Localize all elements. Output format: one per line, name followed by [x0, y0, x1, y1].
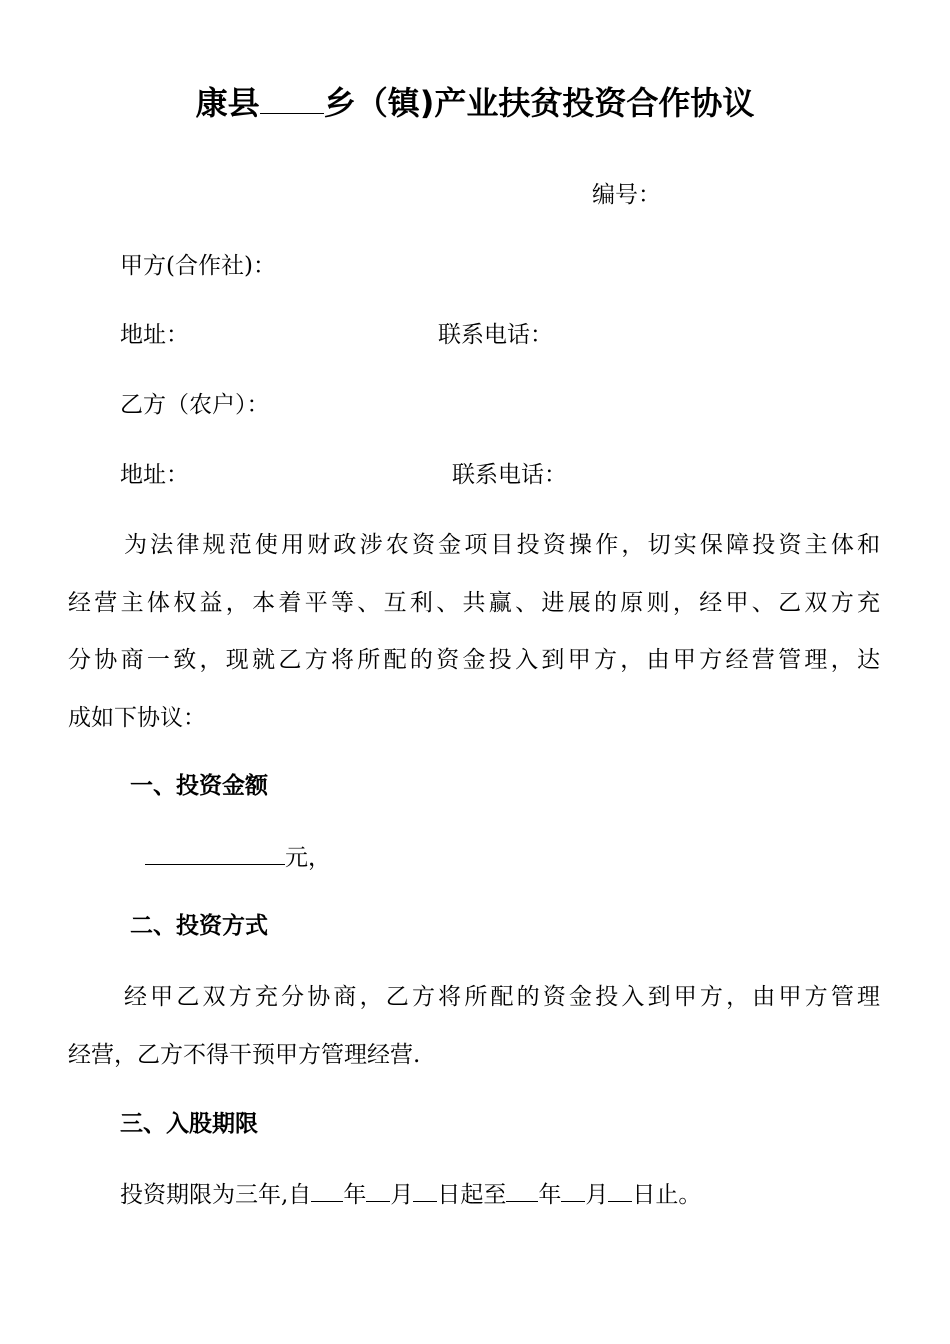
title-prefix: 康县: [195, 84, 260, 122]
party-a-phone-label: 联系电话：: [438, 322, 553, 348]
term-month-1: 月: [390, 1182, 414, 1208]
end-year-blank[interactable]: [506, 1179, 538, 1202]
party-b-label: 乙方（农户）：: [120, 392, 270, 418]
township-blank[interactable]: [260, 91, 324, 114]
intro-line-3: 分协商一致，现就乙方将所配的资金投入到甲方，由甲方经营管理，达: [68, 647, 880, 673]
party-a-address-label: 地址：: [120, 322, 189, 348]
amount-blank[interactable]: [145, 842, 285, 865]
intro-line-1: 为法律规范使用财政涉农资金项目投资操作，切实保障投资主体和: [124, 532, 880, 558]
amount-suffix: 元，: [285, 845, 331, 871]
intro-line-2: 经营主体权益，本着平等、互利、共赢、进展的原则，经甲、乙双方充: [68, 590, 880, 616]
intro-line-4: 成如下协议：: [68, 705, 206, 731]
amount-line: [145, 842, 331, 873]
document-title: [0, 82, 950, 124]
section-1-heading: 一、投资金额: [130, 773, 268, 799]
section-2-line-2: 经营，乙方不得干预甲方管理经营.: [68, 1042, 421, 1068]
term-month-2: 月: [585, 1182, 609, 1208]
start-day-blank[interactable]: [413, 1179, 437, 1202]
term-prefix: 投资期限为三年,自: [120, 1182, 312, 1208]
section-3-heading: 三、入股期限: [120, 1111, 258, 1137]
party-a-label: 甲方(合作社)：: [120, 253, 276, 279]
term-year-1: 年: [343, 1182, 367, 1208]
term-line: [120, 1179, 701, 1210]
term-day-1: 日起至: [437, 1182, 507, 1208]
section-2-line-1: 经甲乙双方充分协商，乙方将所配的资金投入到甲方，由甲方管理: [124, 984, 880, 1010]
term-day-2: 日止。: [632, 1182, 702, 1208]
number-label: 编号：: [592, 182, 661, 208]
end-day-blank[interactable]: [608, 1179, 632, 1202]
end-month-blank[interactable]: [561, 1179, 585, 1202]
party-b-address-label: 地址：: [120, 462, 189, 488]
party-b-phone-label: 联系电话：: [452, 462, 567, 488]
section-2-heading: 二、投资方式: [130, 913, 268, 939]
start-year-blank[interactable]: [311, 1179, 343, 1202]
term-year-2: 年: [538, 1182, 562, 1208]
title-suffix: 乡（镇)产业扶贫投资合作协议: [323, 84, 755, 122]
start-month-blank[interactable]: [366, 1179, 390, 1202]
